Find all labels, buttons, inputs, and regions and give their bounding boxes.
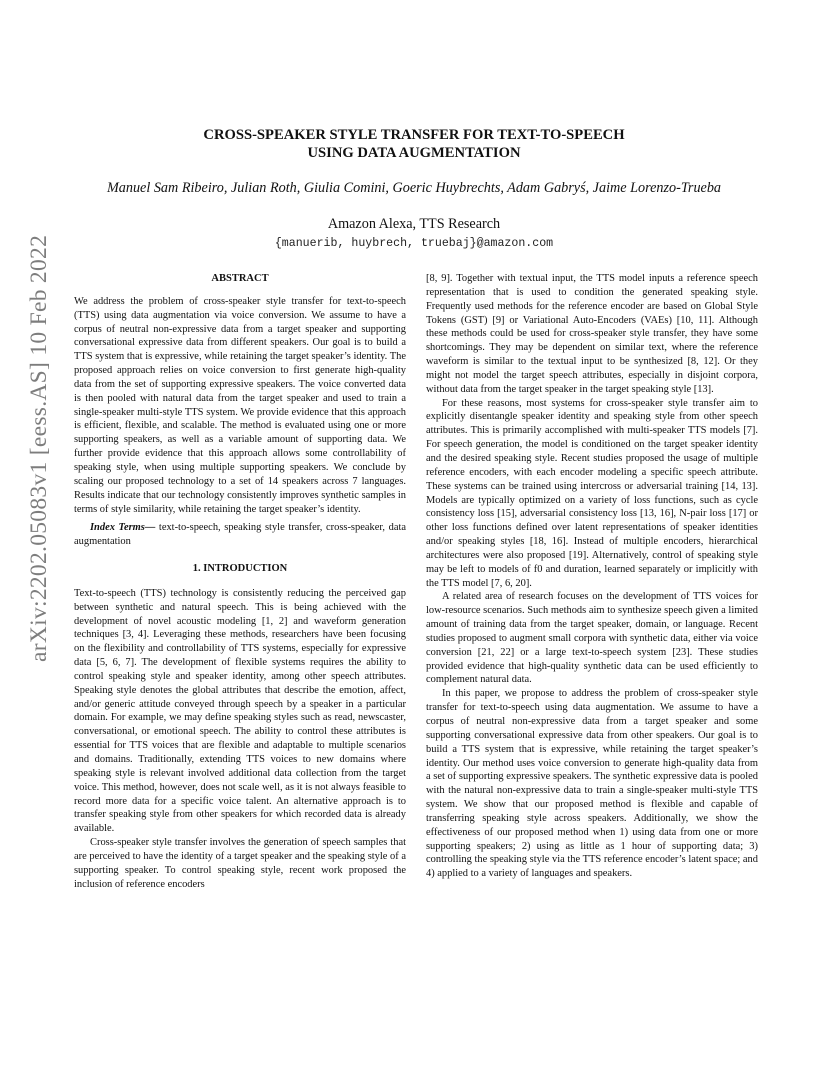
arxiv-stamp-text: arXiv:2202.05083v1 [eess.AS] 10 Feb 2022 xyxy=(26,234,52,662)
abstract-heading: ABSTRACT xyxy=(211,273,269,284)
index-terms-label: Index Terms— xyxy=(90,522,156,534)
intro-paragraph-1: Text-to-speech (TTS) technology is consistently reducing the perceived gap between synthetic and natural speech. This is being achieved with the development of novel acoustic modeling [1, 2] and waveform generation techniques [3, 4]. Leveraging these methods, researchers have been focusing on the flexibility and controllability of TTS systems, especially for expressive data [5, 6, 7]. The development of flexible systems requires the ability to control speaking style and speaker identity, among other speech attributes. Speaking style denotes the global attributes that describe the emotion, affect, and/or generic attitude conveyed through speech by a speaker in a particular domain. For example, we may define speaking styles such as read, newscaster, conversational, or emotional speech. The ability to control these attributes is essential for TTS voices that are flexible and adaptable to multiple scenarios and domains. Traditionally, extending TTS voices to new domains where speaking style is relevant involved additional data collection from the target voice. This method, however, does not scale well, as it is not always feasible to record more data for a specific voice talent. An alternative approach is to transfer speaking style from other speakers for which recorded data is already available. xyxy=(74,587,406,835)
title-line-2: USING DATA AUGMENTATION xyxy=(307,145,521,161)
affiliation: Amazon Alexa, TTS Research xyxy=(327,216,501,232)
intro-paragraph-4: For these reasons, most systems for cross-speaker style transfer aim to explicitly disentangle speaker identity and speaking style from other speech attributes. This is primarily accomplished with multi-speaker TTS models [7]. For speech generation, the model is conditioned on the target speaker identity and the desired speaking style. Recent studies proposed the usage of multiple reference encoders, with each encoder modeling a specific speech attribute. These systems can be trained using intercross or adversarial training [14, 13]. Models are typically optimized on a variety of loss functions, such as cycle consistency loss [15], adversarial consistency loss [13, 16], N-pair loss [17] or other loss functions defined over latent representations of speaker identities and/or speaking styles [18, 16]. Instead of multiple encoders, hierarchical architectures were also proposed [19]. Alternatively, control of speaking style may be left to models of f0 and duration, learned separately or implicitly with the TTS model [7, 6, 20]. xyxy=(426,397,758,589)
paper-title xyxy=(0,126,828,162)
intro-heading: 1. INTRODUCTION xyxy=(192,563,288,575)
index-terms xyxy=(74,521,406,549)
intro-paragraph-2: Cross-speaker style transfer involves the generation of speech samples that are perceived to have the identity of a target speaker and the speaking style of a supporting speaker. To control speaking style, recent work proposed the inclusion of reference encoders xyxy=(74,837,406,890)
abstract-text: We address the problem of cross-speaker style transfer for text-to-speech (TTS) using data augmentation via voice conversion. We assume to have a corpus of neutral non-expressive data from a target speaker and supporting conversational expressive data from different speakers. Our goal is to build a TTS system that is expressive, while retaining the target speaker’s identity. The proposed approach relies on voice conversion to first generate high-quality data from the set of supporting expressive speakers. The voice converted data is then pooled with natural data from the target speaker and used to train a single-speaker multi-style TTS system. We provide evidence that this approach is efficient, flexible, and scalable. The method is evaluated using one or more supporting speakers, as well as a variable amount of supporting data. We further provide evidence that this approach allows some controllability of speaking style, when using multiple supporting speakers. We conclude by scaling our proposed technology to a set of 14 speakers across 7 languages. Results indicate that our technology consistently improves synthetic samples in terms of style similarity, while retaining the target speaker’s identity. xyxy=(74,295,406,515)
intro-paragraph-5: A related area of research focuses on the development of TTS voices for low-resource scenarios. Such methods aim to synthesize speech given a limited amount of training data from the target speaker, domain, or language. Recent studies proposed to augment small corpora with synthetic data, either via voice conversion [21, 22] or a large text-to-speech system [23]. These studies provided evidence that high-quality synthetic data can be used efficiently to complement natural data. xyxy=(426,591,758,686)
author-list: Manuel Sam Ribeiro, Julian Roth, Giulia Comini, Goeric Huybrechts, Adam Gabryś, Jaime Lorenzo-Trueba xyxy=(106,180,722,196)
title-line-1: CROSS-SPEAKER STYLE TRANSFER FOR TEXT-TO-SPEECH xyxy=(203,127,625,143)
arxiv-stamp xyxy=(18,234,58,680)
intro-paragraph-6: In this paper, we propose to address the problem of cross-speaker style transfer for text-to-speech using data augmentation. We assume to have a corpus of neutral non-expressive data from a target speaker and some supporting conversational expressive data from other speakers. Our goal is to build a TTS system that is expressive, while retaining the target speaker’s identity. Our method uses voice conversion to generate high-quality data from a set of supporting expressive speakers. The synthetic expressive data is pooled with the natural non-expressive data to train a single-speaker multi-style TTS system. We show that our proposed method is flexible and capable of transferring speaking style across speakers. Additionally, we show the effectiveness of our proposed method when 1) using data from one or more supporting speakers; 2) using as little as 1 hour of supporting data; 3) controlling the speaking style via the TTS reference encoder’s latent space; and 4) applied to a variety of languages and speakers. xyxy=(426,688,758,880)
intro-paragraph-3: [8, 9]. Together with textual input, the TTS model inputs a reference speech representation that is used to condition the generated speaking style. Frequently used methods for the reference encoder are based on Global Style Tokens (GST) [9] or Variational Auto-Encoders (VAEs) [10, 11]. Although these methods could be used for cross-speaker style transfer, they have some shortcomings. They may be dependent on similar text, where the reference waveform is similar to the textual input to be synthesized [8, 12]. Or they might not model the target speech attributes, especially in disjoint corpora, without data from the target speaker in the target speaking style [13]. xyxy=(426,273,758,395)
left-column xyxy=(74,272,406,891)
author-email: {manuerib, huybrech, truebaj}@amazon.com xyxy=(274,237,554,250)
right-column xyxy=(426,272,758,881)
index-terms-text: text-to-speech, speaking style transfer, cross-speaker, data augmentation xyxy=(74,522,407,548)
